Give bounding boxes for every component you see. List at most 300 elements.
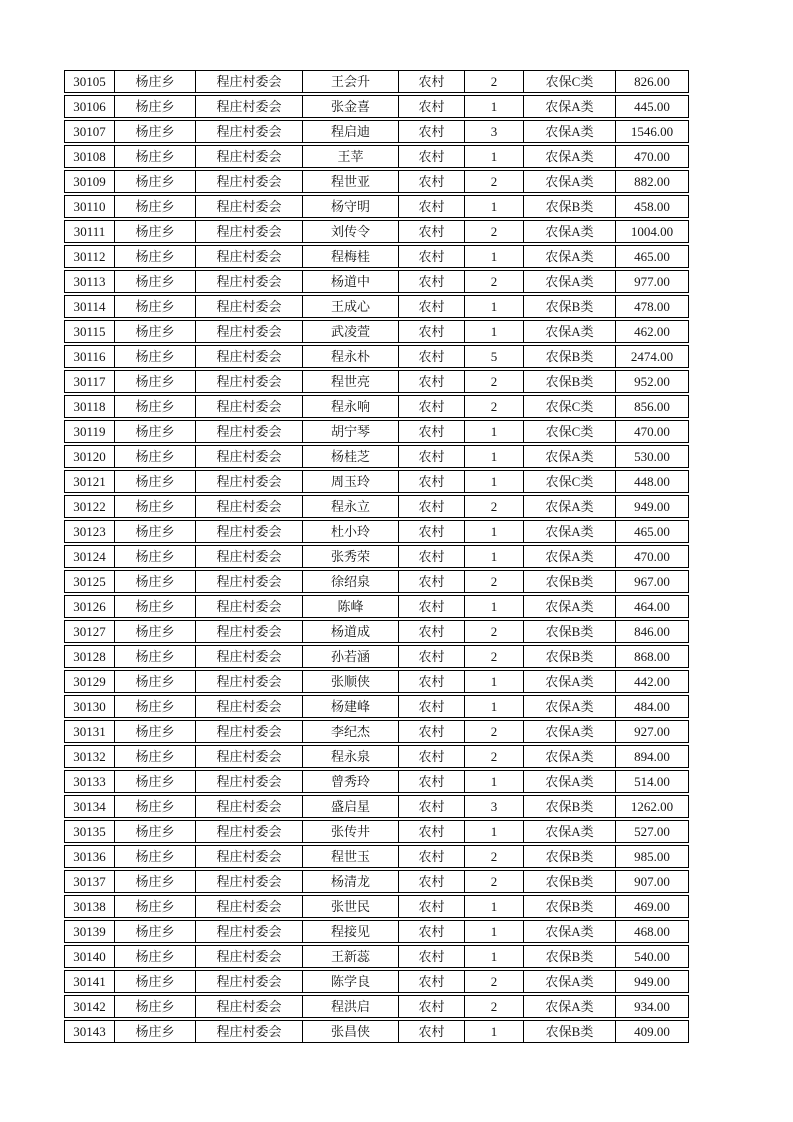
table-row (64, 770, 689, 793)
cell-township: 杨庄乡 (115, 1021, 196, 1042)
cell-person-name: 孙若涵 (303, 646, 399, 667)
cell-residence-type: 农村 (399, 96, 465, 117)
table-row (64, 195, 689, 218)
cell-amount: 949.00 (634, 974, 670, 989)
cell-insurance-category: 农保B类 (524, 571, 616, 592)
cell-record-id: 30142 (65, 996, 115, 1017)
cell-insurance-category: 农保B类 (524, 846, 616, 867)
cell-village-committee: 程庄村委会 (196, 221, 303, 242)
cell-person-name: 杨清龙 (303, 871, 399, 892)
cell-person-count: 2 (465, 171, 524, 192)
cell-person-count: 2 (465, 746, 524, 767)
cell-record-id: 30121 (65, 471, 115, 492)
cell-insurance-category: 农保A类 (524, 671, 616, 692)
table-row (64, 95, 689, 118)
cell-person-name: 程世亚 (303, 171, 399, 192)
cell-amount: 464.00 (634, 599, 670, 614)
cell-township: 杨庄乡 (115, 871, 196, 892)
table-row (64, 370, 689, 393)
cell-person-count: 2 (465, 646, 524, 667)
cell-residence-type: 农村 (399, 1021, 465, 1042)
cell-person-count: 1 (465, 246, 524, 267)
cell-insurance-category: 农保A类 (524, 821, 616, 842)
cell-residence-type: 农村 (399, 146, 465, 167)
cell-record-id: 30118 (65, 396, 115, 417)
cell-village-committee: 程庄村委会 (196, 671, 303, 692)
cell-township: 杨庄乡 (115, 946, 196, 967)
cell-person-name: 陈峰 (303, 596, 399, 617)
cell-township: 杨庄乡 (115, 571, 196, 592)
cell-residence-type: 农村 (399, 271, 465, 292)
cell-person-count: 2 (465, 571, 524, 592)
cell-person-count: 2 (465, 846, 524, 867)
table-row (64, 920, 689, 943)
cell-township: 杨庄乡 (115, 221, 196, 242)
cell-township: 杨庄乡 (115, 646, 196, 667)
cell-insurance-category: 农保B类 (524, 946, 616, 967)
cell-person-name: 程梅桂 (303, 246, 399, 267)
cell-record-id: 30138 (65, 896, 115, 917)
table-row (64, 820, 689, 843)
cell-insurance-category: 农保A类 (524, 921, 616, 942)
cell-insurance-category: 农保B类 (524, 796, 616, 817)
cell-person-count: 1 (465, 921, 524, 942)
cell-township: 杨庄乡 (115, 96, 196, 117)
cell-person-count: 1 (465, 146, 524, 167)
cell-record-id: 30123 (65, 521, 115, 542)
table-row (64, 720, 689, 743)
cell-amount: 952.00 (634, 374, 670, 389)
cell-residence-type: 农村 (399, 871, 465, 892)
cell-village-committee: 程庄村委会 (196, 896, 303, 917)
cell-residence-type: 农村 (399, 946, 465, 967)
cell-amount: 409.00 (634, 1024, 670, 1039)
cell-township: 杨庄乡 (115, 446, 196, 467)
cell-person-count: 1 (465, 821, 524, 842)
cell-record-id: 30105 (65, 71, 115, 92)
cell-insurance-category: 农保A类 (524, 96, 616, 117)
cell-township: 杨庄乡 (115, 696, 196, 717)
cell-insurance-category: 农保A类 (524, 321, 616, 342)
cell-township: 杨庄乡 (115, 171, 196, 192)
table-row (64, 870, 689, 893)
cell-village-committee: 程庄村委会 (196, 621, 303, 642)
cell-person-name: 张世民 (303, 896, 399, 917)
cell-insurance-category: 农保B类 (524, 621, 616, 642)
cell-person-count: 2 (465, 396, 524, 417)
cell-record-id: 30117 (65, 371, 115, 392)
cell-village-committee: 程庄村委会 (196, 271, 303, 292)
cell-amount: 465.00 (634, 524, 670, 539)
cell-insurance-category: 农保B类 (524, 871, 616, 892)
cell-village-committee: 程庄村委会 (196, 471, 303, 492)
cell-person-count: 2 (465, 271, 524, 292)
cell-record-id: 30128 (65, 646, 115, 667)
cell-person-name: 盛启星 (303, 796, 399, 817)
cell-record-id: 30127 (65, 621, 115, 642)
cell-township: 杨庄乡 (115, 496, 196, 517)
cell-person-name: 张顺侠 (303, 671, 399, 692)
cell-village-committee: 程庄村委会 (196, 646, 303, 667)
cell-residence-type: 农村 (399, 446, 465, 467)
cell-person-name: 杨道成 (303, 621, 399, 642)
cell-amount: 868.00 (634, 649, 670, 664)
cell-person-name: 武凌萱 (303, 321, 399, 342)
cell-person-count: 1 (465, 596, 524, 617)
cell-residence-type: 农村 (399, 246, 465, 267)
cell-amount: 1262.00 (630, 799, 674, 814)
cell-person-count: 3 (465, 121, 524, 142)
cell-person-name: 程永朴 (303, 346, 399, 367)
cell-residence-type: 农村 (399, 471, 465, 492)
cell-person-count: 5 (465, 346, 524, 367)
cell-township: 杨庄乡 (115, 121, 196, 142)
cell-township: 杨庄乡 (115, 296, 196, 317)
cell-village-committee: 程庄村委会 (196, 871, 303, 892)
cell-amount: 907.00 (634, 874, 670, 889)
cell-village-committee: 程庄村委会 (196, 396, 303, 417)
cell-record-id: 30139 (65, 921, 115, 942)
cell-record-id: 30134 (65, 796, 115, 817)
cell-township: 杨庄乡 (115, 246, 196, 267)
cell-residence-type: 农村 (399, 896, 465, 917)
cell-township: 杨庄乡 (115, 796, 196, 817)
cell-village-committee: 程庄村委会 (196, 321, 303, 342)
cell-amount: 469.00 (634, 899, 670, 914)
table-row (64, 570, 689, 593)
cell-township: 杨庄乡 (115, 321, 196, 342)
table-row (64, 395, 689, 418)
cell-township: 杨庄乡 (115, 521, 196, 542)
cell-insurance-category: 农保A类 (524, 546, 616, 567)
cell-amount: 470.00 (634, 424, 670, 439)
cell-record-id: 30140 (65, 946, 115, 967)
table-row (64, 970, 689, 993)
cell-record-id: 30136 (65, 846, 115, 867)
cell-person-count: 1 (465, 196, 524, 217)
cell-person-name: 程永立 (303, 496, 399, 517)
cell-township: 杨庄乡 (115, 771, 196, 792)
cell-insurance-category: 农保C类 (524, 421, 616, 442)
cell-record-id: 30130 (65, 696, 115, 717)
cell-amount: 934.00 (634, 999, 670, 1014)
cell-residence-type: 农村 (399, 971, 465, 992)
table-row (64, 945, 689, 968)
table-row (64, 70, 689, 93)
cell-person-count: 1 (465, 446, 524, 467)
cell-township: 杨庄乡 (115, 596, 196, 617)
cell-insurance-category: 农保A类 (524, 496, 616, 517)
cell-person-name: 曾秀玲 (303, 771, 399, 792)
table-row (64, 495, 689, 518)
table-row (64, 620, 689, 643)
cell-insurance-category: 农保C类 (524, 396, 616, 417)
cell-person-name: 程世亮 (303, 371, 399, 392)
cell-amount: 465.00 (634, 249, 670, 264)
cell-record-id: 30126 (65, 596, 115, 617)
cell-person-name: 程永泉 (303, 746, 399, 767)
cell-person-name: 胡宁琴 (303, 421, 399, 442)
cell-person-name: 王成心 (303, 296, 399, 317)
cell-amount: 2474.00 (630, 349, 674, 364)
table-row (64, 520, 689, 543)
cell-record-id: 30108 (65, 146, 115, 167)
cell-village-committee: 程庄村委会 (196, 1021, 303, 1042)
cell-record-id: 30129 (65, 671, 115, 692)
cell-amount: 985.00 (634, 849, 670, 864)
cell-village-committee: 程庄村委会 (196, 796, 303, 817)
cell-township: 杨庄乡 (115, 746, 196, 767)
cell-amount: 826.00 (634, 74, 670, 89)
cell-township: 杨庄乡 (115, 921, 196, 942)
cell-amount: 967.00 (634, 574, 670, 589)
table-row (64, 170, 689, 193)
cell-insurance-category: 农保A类 (524, 521, 616, 542)
cell-township: 杨庄乡 (115, 846, 196, 867)
cell-residence-type: 农村 (399, 696, 465, 717)
cell-insurance-category: 农保A类 (524, 696, 616, 717)
cell-village-committee: 程庄村委会 (196, 246, 303, 267)
cell-record-id: 30124 (65, 546, 115, 567)
cell-township: 杨庄乡 (115, 421, 196, 442)
cell-record-id: 30125 (65, 571, 115, 592)
cell-residence-type: 农村 (399, 496, 465, 517)
cell-amount: 1004.00 (630, 224, 674, 239)
cell-person-name: 张昌侠 (303, 1021, 399, 1042)
cell-person-count: 1 (465, 546, 524, 567)
cell-insurance-category: 农保A类 (524, 971, 616, 992)
table-row (64, 670, 689, 693)
cell-township: 杨庄乡 (115, 196, 196, 217)
cell-amount: 514.00 (634, 774, 670, 789)
cell-village-committee: 程庄村委会 (196, 121, 303, 142)
table-row (64, 895, 689, 918)
cell-person-name: 陈学良 (303, 971, 399, 992)
cell-person-count: 1 (465, 321, 524, 342)
cell-village-committee: 程庄村委会 (196, 346, 303, 367)
cell-person-name: 周玉玲 (303, 471, 399, 492)
cell-record-id: 30115 (65, 321, 115, 342)
cell-amount: 462.00 (634, 324, 670, 339)
cell-record-id: 30137 (65, 871, 115, 892)
cell-township: 杨庄乡 (115, 371, 196, 392)
cell-township: 杨庄乡 (115, 546, 196, 567)
cell-township: 杨庄乡 (115, 996, 196, 1017)
cell-residence-type: 农村 (399, 996, 465, 1017)
cell-person-name: 李纪杰 (303, 721, 399, 742)
cell-person-count: 2 (465, 71, 524, 92)
cell-insurance-category: 农保B类 (524, 646, 616, 667)
cell-insurance-category: 农保A类 (524, 596, 616, 617)
cell-village-committee: 程庄村委会 (196, 96, 303, 117)
cell-residence-type: 农村 (399, 396, 465, 417)
cell-amount: 470.00 (634, 149, 670, 164)
cell-insurance-category: 农保A类 (524, 446, 616, 467)
cell-village-committee: 程庄村委会 (196, 721, 303, 742)
table-row (64, 745, 689, 768)
cell-person-count: 1 (465, 896, 524, 917)
cell-person-name: 程世玉 (303, 846, 399, 867)
cell-person-name: 杜小玲 (303, 521, 399, 542)
cell-residence-type: 农村 (399, 921, 465, 942)
cell-insurance-category: 农保A类 (524, 121, 616, 142)
table-row (64, 845, 689, 868)
cell-record-id: 30122 (65, 496, 115, 517)
cell-amount: 540.00 (634, 949, 670, 964)
table-row (64, 995, 689, 1018)
table-row (64, 545, 689, 568)
cell-person-name: 程启迪 (303, 121, 399, 142)
cell-residence-type: 农村 (399, 371, 465, 392)
table-row (64, 470, 689, 493)
cell-residence-type: 农村 (399, 221, 465, 242)
cell-township: 杨庄乡 (115, 671, 196, 692)
cell-person-count: 2 (465, 871, 524, 892)
cell-record-id: 30112 (65, 246, 115, 267)
cell-residence-type: 农村 (399, 746, 465, 767)
cell-person-count: 3 (465, 796, 524, 817)
cell-person-name: 王苹 (303, 146, 399, 167)
records-table (64, 70, 689, 1045)
cell-amount: 458.00 (634, 199, 670, 214)
cell-insurance-category: 农保A类 (524, 721, 616, 742)
cell-insurance-category: 农保C类 (524, 471, 616, 492)
cell-record-id: 30135 (65, 821, 115, 842)
cell-person-name: 程接见 (303, 921, 399, 942)
cell-person-name: 王新蕊 (303, 946, 399, 967)
cell-record-id: 30120 (65, 446, 115, 467)
cell-person-name: 张传井 (303, 821, 399, 842)
cell-person-name: 张秀荣 (303, 546, 399, 567)
cell-person-count: 1 (465, 521, 524, 542)
cell-insurance-category: 农保A类 (524, 771, 616, 792)
cell-village-committee: 程庄村委会 (196, 446, 303, 467)
cell-amount: 527.00 (634, 824, 670, 839)
table-row (64, 645, 689, 668)
cell-residence-type: 农村 (399, 546, 465, 567)
table-row (64, 220, 689, 243)
cell-amount: 468.00 (634, 924, 670, 939)
cell-village-committee: 程庄村委会 (196, 746, 303, 767)
cell-person-count: 1 (465, 471, 524, 492)
cell-residence-type: 农村 (399, 346, 465, 367)
table-row (64, 695, 689, 718)
cell-insurance-category: 农保A类 (524, 146, 616, 167)
cell-village-committee: 程庄村委会 (196, 171, 303, 192)
cell-amount: 927.00 (634, 724, 670, 739)
cell-village-committee: 程庄村委会 (196, 196, 303, 217)
cell-village-committee: 程庄村委会 (196, 496, 303, 517)
cell-record-id: 30132 (65, 746, 115, 767)
cell-person-name: 王会升 (303, 71, 399, 92)
cell-person-count: 2 (465, 496, 524, 517)
cell-township: 杨庄乡 (115, 721, 196, 742)
cell-township: 杨庄乡 (115, 71, 196, 92)
cell-person-count: 2 (465, 971, 524, 992)
cell-record-id: 30110 (65, 196, 115, 217)
table-row (64, 145, 689, 168)
cell-residence-type: 农村 (399, 71, 465, 92)
cell-residence-type: 农村 (399, 171, 465, 192)
cell-insurance-category: 农保B类 (524, 1021, 616, 1042)
cell-village-committee: 程庄村委会 (196, 771, 303, 792)
cell-record-id: 30131 (65, 721, 115, 742)
cell-amount: 470.00 (634, 549, 670, 564)
cell-insurance-category: 农保B类 (524, 296, 616, 317)
cell-residence-type: 农村 (399, 421, 465, 442)
cell-record-id: 30143 (65, 1021, 115, 1042)
cell-record-id: 30107 (65, 121, 115, 142)
cell-village-committee: 程庄村委会 (196, 521, 303, 542)
cell-amount: 445.00 (634, 99, 670, 114)
cell-record-id: 30119 (65, 421, 115, 442)
table-row (64, 320, 689, 343)
table-row (64, 245, 689, 268)
cell-person-count: 1 (465, 671, 524, 692)
cell-insurance-category: 农保B类 (524, 346, 616, 367)
cell-record-id: 30106 (65, 96, 115, 117)
cell-residence-type: 农村 (399, 771, 465, 792)
table-row (64, 795, 689, 818)
cell-record-id: 30141 (65, 971, 115, 992)
cell-person-name: 杨桂芝 (303, 446, 399, 467)
cell-record-id: 30113 (65, 271, 115, 292)
cell-person-count: 1 (465, 96, 524, 117)
table-row (64, 420, 689, 443)
cell-person-count: 1 (465, 421, 524, 442)
cell-person-count: 2 (465, 221, 524, 242)
cell-amount: 442.00 (634, 674, 670, 689)
cell-person-name: 杨道中 (303, 271, 399, 292)
table-row (64, 295, 689, 318)
cell-insurance-category: 农保C类 (524, 71, 616, 92)
cell-village-committee: 程庄村委会 (196, 946, 303, 967)
cell-residence-type: 农村 (399, 671, 465, 692)
cell-village-committee: 程庄村委会 (196, 296, 303, 317)
cell-village-committee: 程庄村委会 (196, 971, 303, 992)
cell-person-name: 杨建峰 (303, 696, 399, 717)
cell-township: 杨庄乡 (115, 471, 196, 492)
cell-township: 杨庄乡 (115, 821, 196, 842)
table-row (64, 345, 689, 368)
cell-person-count: 2 (465, 996, 524, 1017)
cell-amount: 846.00 (634, 624, 670, 639)
cell-insurance-category: 农保A类 (524, 171, 616, 192)
table-row (64, 595, 689, 618)
cell-village-committee: 程庄村委会 (196, 596, 303, 617)
cell-village-committee: 程庄村委会 (196, 146, 303, 167)
cell-amount: 530.00 (634, 449, 670, 464)
cell-person-count: 1 (465, 1021, 524, 1042)
cell-residence-type: 农村 (399, 296, 465, 317)
cell-residence-type: 农村 (399, 321, 465, 342)
cell-residence-type: 农村 (399, 646, 465, 667)
table-row (64, 445, 689, 468)
table-row (64, 120, 689, 143)
cell-residence-type: 农村 (399, 121, 465, 142)
cell-person-count: 1 (465, 946, 524, 967)
cell-village-committee: 程庄村委会 (196, 996, 303, 1017)
cell-residence-type: 农村 (399, 796, 465, 817)
cell-residence-type: 农村 (399, 196, 465, 217)
cell-person-count: 2 (465, 721, 524, 742)
cell-residence-type: 农村 (399, 571, 465, 592)
table-row (64, 1020, 689, 1043)
cell-village-committee: 程庄村委会 (196, 571, 303, 592)
cell-person-count: 1 (465, 696, 524, 717)
cell-person-count: 1 (465, 296, 524, 317)
cell-person-name: 程洪启 (303, 996, 399, 1017)
